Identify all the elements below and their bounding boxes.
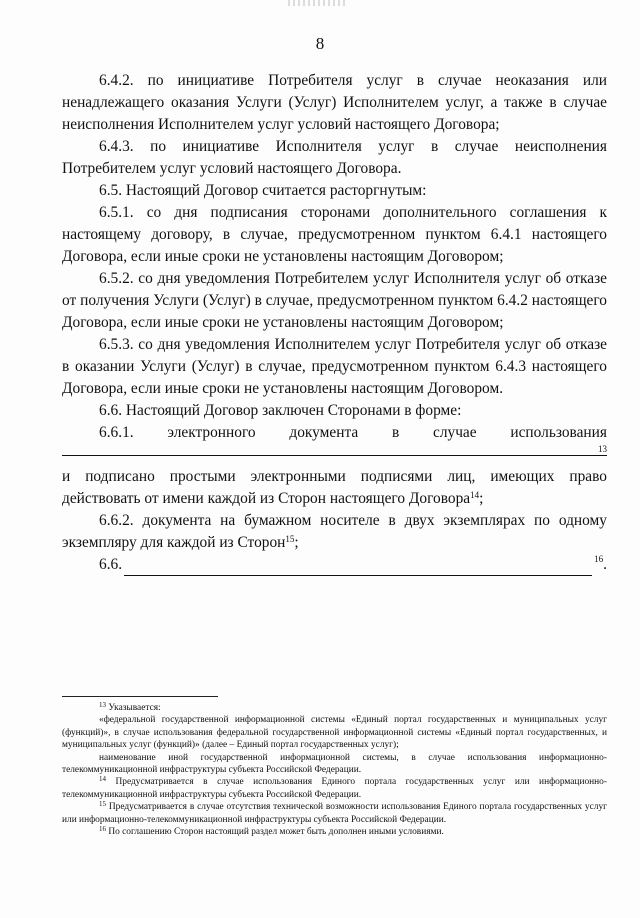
footnote-13-option-a: «федеральной государственной информационной системы «Единый портал государственных и муниципальных услуг (функций)», в случае использования федеральной государственной информационной системы «Единый портал государственных, и муниципальных услуг (функций)» (далее – Единый портал государственных услуг); bbox=[62, 715, 607, 751]
clause-6-6: 6.6. Настоящий Договор заключен Сторонами в форме: bbox=[99, 402, 462, 419]
clause-6-6-2-end: ; bbox=[294, 534, 299, 551]
clause-6-6-1-blank bbox=[62, 444, 607, 466]
scan-artifact bbox=[288, 0, 348, 6]
footnote-text: По соглашению Сторон настоящий раздел может быть дополнен иными условиями. bbox=[108, 827, 444, 838]
clause-6-6-1-end: ; bbox=[479, 490, 484, 507]
clause-6-4-2: 6.4.2. по инициативе Потребителя услуг в случае неоказания или ненадлежащего оказания Услуги (Услуг) Исполнителем услуг, а также в случае неисполнения Исполнителем услуг условий настоящего Договора; bbox=[62, 72, 607, 133]
clause-6-6-1-tail bbox=[62, 466, 607, 510]
footnote-text: Предусматривается в случае отсутствия технической возможности использования Единого портала государственных услуг или информационно-телекоммуникационной инфраструктуры субъекта Российской Федерации. bbox=[62, 802, 607, 825]
clause-6-6-1-tail-text: и подписано простыми электронными подписями лиц, имеющих право действовать от имени каждой из Сторон настоящего Договора bbox=[62, 468, 607, 507]
footnote-14 bbox=[62, 776, 607, 801]
footnote-number: 14 bbox=[99, 775, 106, 784]
footnote-16 bbox=[62, 826, 607, 838]
clause-6-6-1-head: 6.6.1. электронного документа в случае использования bbox=[99, 424, 607, 441]
document-body bbox=[62, 70, 607, 576]
clause-6-6-x-label: 6.6. bbox=[99, 556, 123, 573]
clause-6-6-x-end: . bbox=[603, 556, 607, 573]
blank-line bbox=[124, 559, 592, 576]
clause-6-6-2 bbox=[62, 510, 607, 554]
footnote-13-head bbox=[62, 702, 607, 714]
clause-6-5: 6.5. Настоящий Договор считается расторгнутым: bbox=[99, 182, 427, 199]
footnote-ref-15: 15 bbox=[285, 534, 295, 544]
blank-line bbox=[62, 455, 607, 456]
footnote-text: Предусматривается в случае использования Единого портала государственных услуг или информационно-телекоммуникационной инфраструктуры субъекта Российской Федерации. bbox=[62, 777, 607, 800]
footnote-ref-16: 16 bbox=[594, 554, 604, 564]
clause-6-5-1: 6.5.1. со дня подписания сторонами дополнительного соглашения к настоящему договору, в случае, предусмотренном пунктом 6.4.1 настоящего Договора, если иные сроки не установлены настоящим Договором; bbox=[62, 204, 607, 265]
clause-6-6-x bbox=[62, 554, 607, 576]
footnote-ref-14: 14 bbox=[470, 490, 480, 500]
clause-6-6-2-text: 6.6.2. документа на бумажном носителе в двух экземплярах по одному экземпляру для каждой из Сторон bbox=[62, 512, 607, 551]
footnote-separator bbox=[62, 696, 218, 697]
footnote-number: 15 bbox=[99, 800, 106, 809]
clause-6-6-x-tail bbox=[592, 554, 607, 576]
clause-6-5-2: 6.5.2. со дня уведомления Потребителем услуг Исполнителя услуг об отказе от получения Услуги (Услуг) в случае, предусмотренном пунктом 6.4.2 настоящего Договора, если иные сроки не установлены настоящим Договором; bbox=[62, 270, 607, 331]
footnote-15 bbox=[62, 801, 607, 826]
clause-6-5-3: 6.5.3. со дня уведомления Исполнителем услуг Потребителя услуг об отказе в оказании Услуги (Услуг) в случае, предусмотренном пунктом 6.4.3 настоящего Договора, если иные сроки не установлены настоящим Договором. bbox=[62, 336, 607, 397]
footnote-13-option-b: наименование иной государственной информационной системы, в случае использования информационно-телекоммуникационной инфраструктуры субъекта Российской Федерации. bbox=[62, 752, 607, 776]
clause-6-4-3: 6.4.3. по инициативе Исполнителя услуг в случае неисполнения Потребителем услуг условий настоящего Договора. bbox=[62, 138, 607, 177]
page-number: 8 bbox=[315, 34, 325, 53]
footnote-number: 13 bbox=[99, 701, 106, 709]
footnote-text: Указывается: bbox=[108, 703, 161, 713]
footnotes bbox=[62, 702, 607, 838]
footnote-number: 16 bbox=[99, 825, 106, 834]
footnote-ref-13: 13 bbox=[598, 444, 607, 454]
